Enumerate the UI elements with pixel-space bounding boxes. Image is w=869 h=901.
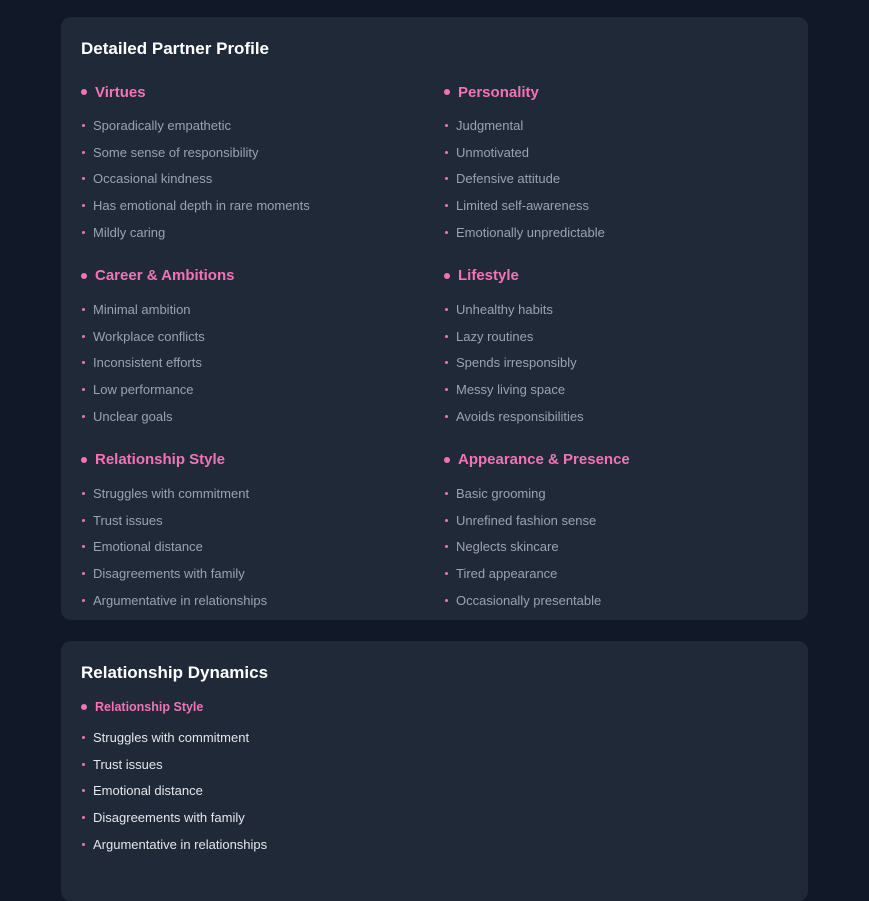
item-text: Unmotivated xyxy=(456,144,529,160)
section-relationship-style xyxy=(81,450,444,614)
section-list xyxy=(81,296,444,430)
section-list xyxy=(81,480,444,614)
item-text: Tired appearance xyxy=(456,566,558,582)
list-item xyxy=(81,376,444,403)
list-item xyxy=(81,192,444,219)
bullet-icon xyxy=(82,519,85,522)
list-item xyxy=(81,166,444,193)
bullet-icon xyxy=(445,335,448,338)
item-text: Unrefined fashion sense xyxy=(456,512,597,528)
section-title: Virtues xyxy=(95,83,146,101)
item-text: Spends irresponsibly xyxy=(456,355,577,371)
section-heading xyxy=(81,450,444,470)
section-title: Career & Ambitions xyxy=(95,267,235,285)
section-heading xyxy=(81,698,788,716)
bullet-icon xyxy=(82,204,85,207)
list-item xyxy=(444,560,807,587)
item-text: Lazy routines xyxy=(456,328,534,344)
dot-icon xyxy=(444,457,450,463)
list-item xyxy=(81,139,444,166)
item-text: Emotional distance xyxy=(93,783,203,799)
bullet-icon xyxy=(445,308,448,311)
list-item xyxy=(81,724,788,751)
section-heading xyxy=(81,266,444,286)
item-text: Avoids responsibilities xyxy=(456,409,584,425)
bullet-icon xyxy=(445,124,448,127)
bullet-icon xyxy=(445,204,448,207)
list-item xyxy=(444,507,807,534)
list-item xyxy=(81,323,444,350)
list-item xyxy=(81,534,444,561)
item-text: Neglects skincare xyxy=(456,539,559,555)
item-text: Unclear goals xyxy=(93,409,173,425)
dot-icon xyxy=(81,704,87,710)
section-dynamics-relationship-style xyxy=(81,698,788,858)
list-item xyxy=(81,403,444,430)
item-text: Messy living space xyxy=(456,382,566,398)
bullet-icon xyxy=(82,789,85,792)
section-list xyxy=(444,112,807,246)
bullet-icon xyxy=(445,545,448,548)
bullet-icon xyxy=(82,816,85,819)
section-personality xyxy=(444,82,807,246)
item-text: Limited self-awareness xyxy=(456,198,589,214)
item-text: Struggles with commitment xyxy=(93,729,250,745)
item-text: Some sense of responsibility xyxy=(93,144,259,160)
item-text: Trust issues xyxy=(93,756,163,772)
item-text: Trust issues xyxy=(93,512,163,528)
list-item xyxy=(81,751,788,778)
list-item xyxy=(81,296,444,323)
list-item xyxy=(444,323,807,350)
item-text: Unhealthy habits xyxy=(456,301,553,317)
list-item xyxy=(81,804,788,831)
bullet-icon xyxy=(445,572,448,575)
bullet-icon xyxy=(82,763,85,766)
list-item xyxy=(444,219,807,246)
list-item xyxy=(444,534,807,561)
item-text: Struggles with commitment xyxy=(93,485,250,501)
bullet-icon xyxy=(82,231,85,234)
bullet-icon xyxy=(445,599,448,602)
bullet-icon xyxy=(445,415,448,418)
bullet-icon xyxy=(445,361,448,364)
bullet-icon xyxy=(82,545,85,548)
section-title: Appearance & Presence xyxy=(458,451,630,469)
item-text: Occasionally presentable xyxy=(456,593,602,609)
list-item xyxy=(81,778,788,805)
bullet-icon xyxy=(82,177,85,180)
section-list xyxy=(444,480,807,614)
list-item xyxy=(444,296,807,323)
item-text: Emotionally unpredictable xyxy=(456,225,605,241)
dot-icon xyxy=(81,457,87,463)
item-text: Argumentative in relationships xyxy=(93,837,268,853)
bullet-icon xyxy=(445,492,448,495)
list-item xyxy=(81,560,444,587)
item-text: Inconsistent efforts xyxy=(93,355,202,371)
bullet-icon xyxy=(445,388,448,391)
profile-sections-grid xyxy=(81,82,788,614)
section-heading xyxy=(444,82,807,102)
bullet-icon xyxy=(82,492,85,495)
item-text: Argumentative in relationships xyxy=(93,593,268,609)
section-title: Relationship Style xyxy=(95,451,226,469)
relationship-dynamics-card xyxy=(61,641,808,901)
bullet-icon xyxy=(445,519,448,522)
item-text: Occasional kindness xyxy=(93,171,213,187)
list-item xyxy=(444,192,807,219)
bullet-icon xyxy=(82,736,85,739)
list-item xyxy=(444,587,807,614)
item-text: Has emotional depth in rare moments xyxy=(93,198,310,214)
section-career xyxy=(81,266,444,430)
item-text: Sporadically empathetic xyxy=(93,117,232,133)
bullet-icon xyxy=(82,415,85,418)
section-list xyxy=(81,724,788,858)
item-text: Mildly caring xyxy=(93,225,166,241)
item-text: Minimal ambition xyxy=(93,301,191,317)
item-text: Basic grooming xyxy=(456,485,546,501)
bullet-icon xyxy=(82,151,85,154)
item-text: Disagreements with family xyxy=(93,810,245,826)
list-item xyxy=(444,112,807,139)
section-appearance xyxy=(444,450,807,614)
list-item xyxy=(81,507,444,534)
section-virtues xyxy=(81,82,444,246)
list-item xyxy=(81,831,788,858)
bullet-icon xyxy=(445,177,448,180)
list-item xyxy=(81,587,444,614)
list-item xyxy=(444,166,807,193)
section-title: Relationship Style xyxy=(95,700,204,714)
item-text: Judgmental xyxy=(456,117,524,133)
list-item xyxy=(444,376,807,403)
bullet-icon xyxy=(82,124,85,127)
bullet-icon xyxy=(82,308,85,311)
list-item xyxy=(444,403,807,430)
list-item xyxy=(444,480,807,507)
section-lifestyle xyxy=(444,266,807,430)
item-text: Emotional distance xyxy=(93,539,203,555)
bullet-icon xyxy=(82,599,85,602)
item-text: Workplace conflicts xyxy=(93,328,205,344)
dot-icon xyxy=(81,273,87,279)
item-text: Low performance xyxy=(93,382,194,398)
list-item xyxy=(81,219,444,246)
dot-icon xyxy=(81,89,87,95)
list-item xyxy=(81,112,444,139)
item-text: Disagreements with family xyxy=(93,566,245,582)
bullet-icon xyxy=(445,151,448,154)
section-title: Personality xyxy=(458,83,539,101)
list-item xyxy=(444,350,807,377)
section-heading xyxy=(444,450,807,470)
item-text: Defensive attitude xyxy=(456,171,561,187)
bullet-icon xyxy=(82,843,85,846)
dot-icon xyxy=(444,273,450,279)
dynamics-title: Relationship Dynamics xyxy=(81,663,269,682)
section-heading xyxy=(444,266,807,286)
bullet-icon xyxy=(82,388,85,391)
dot-icon xyxy=(444,89,450,95)
bullet-icon xyxy=(82,361,85,364)
profile-title: Detailed Partner Profile xyxy=(81,39,270,58)
section-list xyxy=(444,296,807,430)
bullet-icon xyxy=(82,335,85,338)
list-item xyxy=(81,480,444,507)
partner-profile-card xyxy=(61,17,808,620)
bullet-icon xyxy=(82,572,85,575)
list-item xyxy=(444,139,807,166)
section-title: Lifestyle xyxy=(458,267,519,285)
bullet-icon xyxy=(445,231,448,234)
section-heading xyxy=(81,82,444,102)
list-item xyxy=(81,350,444,377)
section-list xyxy=(81,112,444,246)
